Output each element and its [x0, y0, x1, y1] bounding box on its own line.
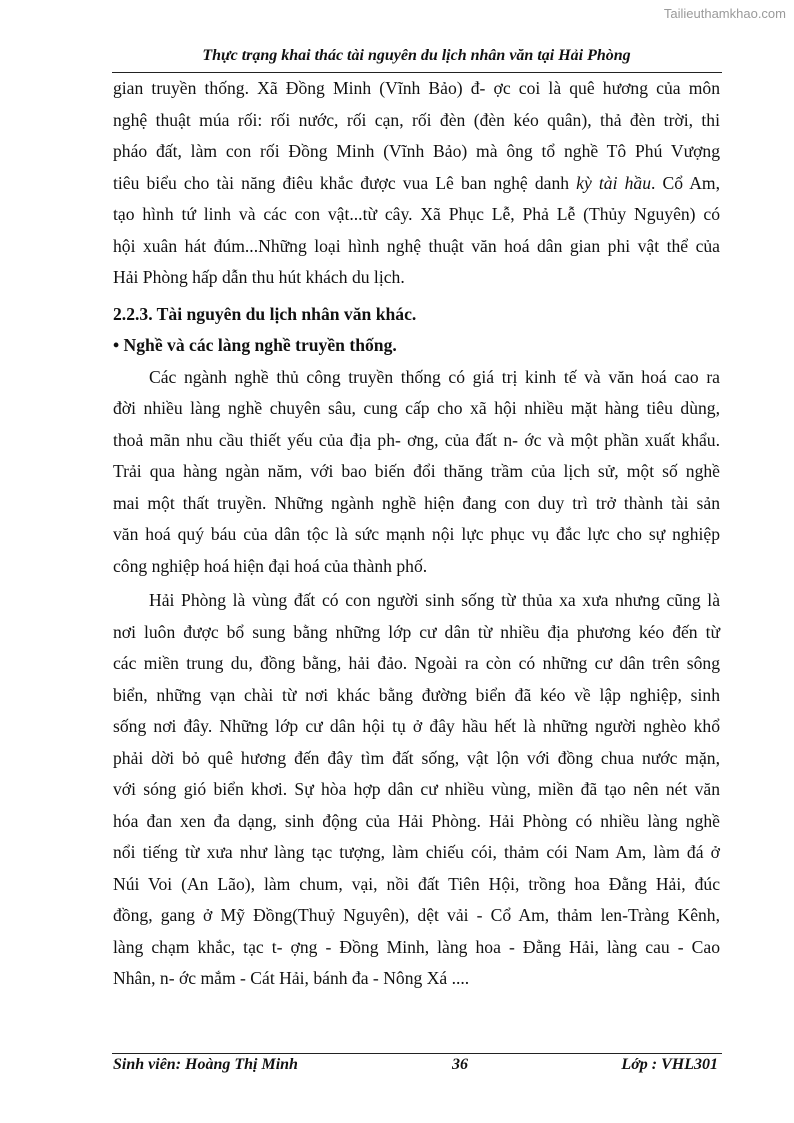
footer-rule	[112, 1053, 722, 1054]
footer-student: Sinh viên: Hoàng Thị Minh	[113, 1056, 298, 1073]
text-line: văn hoá quý báu của dân tộc là sức mạnh nội lực phục vụ đắc lực cho sự nghiệp	[113, 524, 720, 544]
italic-term: kỳ tài hầu	[576, 172, 651, 193]
text-run: . Cổ Am,	[651, 172, 720, 193]
text-line: đồng, gang ở Mỹ Đồng(Thuỷ Nguyên), dệt vải - Cổ Am, thảm len-Tràng Kênh,	[113, 905, 720, 925]
text-line: Hải Phòng là vùng đất có con người sinh sống từ thủa xa xưa nhưng cũng là	[149, 590, 720, 610]
text-line: các miền trung du, đồng bằng, hải đảo. Ngoài ra còn có những cư dân trên sông	[113, 653, 720, 673]
text-line: nơi luôn được bổ sung bằng những lớp cư dân từ nhiều địa phương kéo đến từ	[113, 621, 720, 642]
text-line: Hải Phòng hấp dẫn thu hút khách du lịch.	[113, 267, 405, 287]
text-line: với sóng gió biển khơi. Sự hòa hợp dân cư nhiều vùng, miền đã tạo nên nét văn	[113, 779, 720, 799]
text-line: pháo đất, làm con rối Đồng Minh (Vĩnh Bảo) mà ông tổ nghề Tô Phú Vượng	[113, 141, 720, 161]
text-line: công nghiệp hoá hiện đại hoá của thành phố.	[113, 555, 428, 576]
page-body	[113, 73, 720, 995]
text-line: làng chạm khắc, tạc t- ợng - Đồng Minh, làng hoa - Đằng Hải, làng cau - Cao	[113, 936, 720, 957]
text-line	[113, 168, 720, 200]
text-line: nổi tiếng từ xưa như làng tạc tượng, làm chiếu cói, thảm cói Nam Am, làm đá ở	[113, 842, 720, 862]
text-line: Nhân, n- ớc mắm - Cát Hải, bánh đa - Nông Xá ....	[113, 968, 470, 988]
footer-class: Lớp : VHL301	[621, 1056, 718, 1073]
text-line: hội xuân hát đúm...Những loại hình nghệ thuật văn hoá dân gian phi vật thể của	[113, 235, 720, 256]
text-line: thoả mãn nhu cầu thiết yếu của địa ph- ơng, của đất n- ớc và một phần xuất khẩu.	[113, 429, 720, 450]
text-line: phải dời bỏ quê hương đến đây tìm đất sống, vật lộn với đồng chua nước mặn,	[113, 747, 720, 768]
text-line: Trải qua hàng ngàn năm, với bao biến đổi thăng trầm của lịch sử, một số nghề	[113, 461, 720, 481]
text-line: sống nơi đây. Những lớp cư dân hội tụ ở đây hầu hết là những người nghèo khổ	[113, 716, 720, 736]
bullet-heading: • Nghề và các làng nghề truyền thống.	[113, 335, 397, 355]
page-number: 36	[452, 1056, 468, 1073]
section-heading: 2.2.3. Tài nguyên du lịch nhân văn khác.	[113, 303, 417, 324]
text-line: Các ngành nghề thủ công truyền thống có giá trị kinh tế và văn hoá cao ra	[149, 366, 720, 387]
text-run: tiêu biểu cho tài năng điêu khắc được vua Lê ban nghệ danh	[113, 172, 577, 193]
text-line: tạo hình tứ linh và các con vật...từ cây. Xã Phục Lễ, Phả Lễ (Thủy Nguyên) có	[113, 204, 720, 224]
text-line: biển, những vạn chài từ nơi khác bằng đường biển đã kéo về lập nghiệp, sinh	[113, 684, 720, 705]
running-header: Thực trạng khai thác tài nguyên du lịch nhân văn tại Hải Phòng	[202, 47, 631, 64]
text-line: gian truyền thống. Xã Đồng Minh (Vĩnh Bảo) đ- ợc coi là quê hương của môn	[113, 78, 720, 98]
text-line: mai một thất truyền. Những ngành nghề hiện đang con duy trì trở thành tài sản	[113, 492, 720, 513]
watermark: Tailieuthamkhao.com	[663, 6, 786, 21]
text-line: nghệ thuật múa rối: rối nước, rối cạn, rối đèn (đèn kéo quân), thả đèn trời, thi	[113, 109, 720, 130]
text-line: đời nhiều làng nghề chuyên sâu, cung cấp cho xã hội nhiều mặt hàng tiêu dùng,	[113, 398, 720, 418]
text-line: hóa đan xen đa dạng, sinh động của Hải Phòng. Hải Phòng có nhiều làng nghề	[113, 810, 720, 831]
text-line: Núi Voi (An Lão), làm chum, vại, nồi đất Tiên Hội, trồng hoa Đằng Hải, đúc	[113, 873, 720, 894]
